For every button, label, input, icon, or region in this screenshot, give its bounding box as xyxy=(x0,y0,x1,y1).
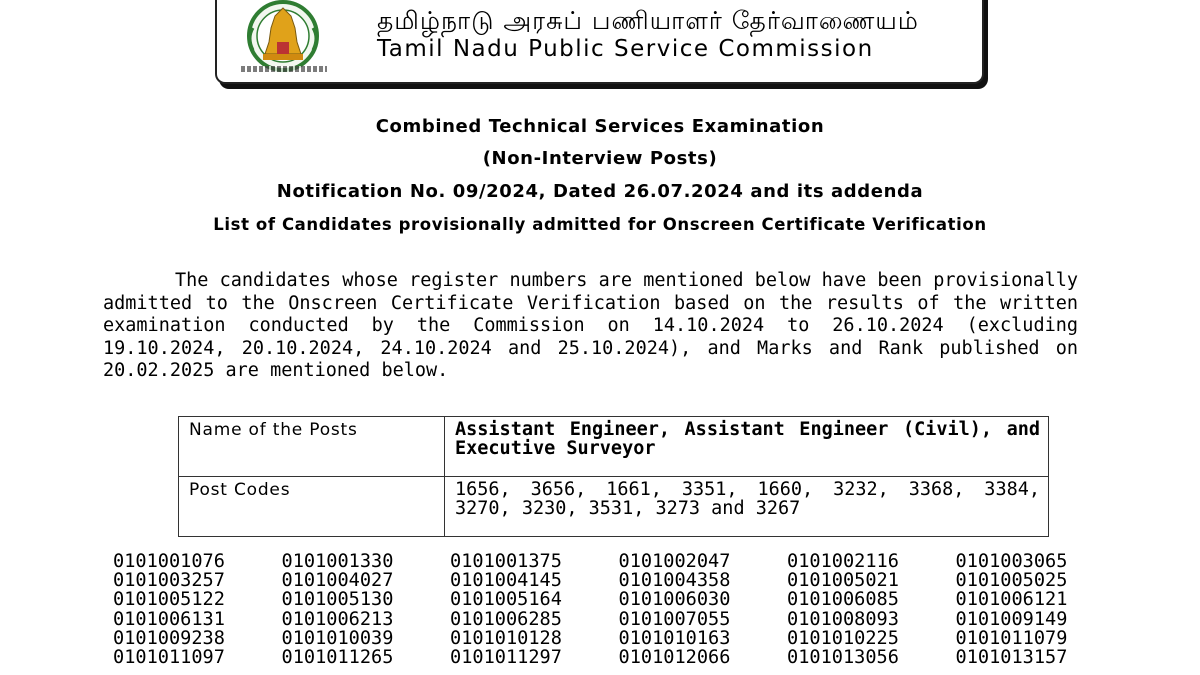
register-number: 0101006213 xyxy=(281,608,394,630)
post-codes-label: Post Codes xyxy=(179,477,445,537)
intro-paragraph: The candidates whose register numbers are mentioned below have been provisionally admitted to the Onscreen Certificate Verification based on the results of the written examination conducted by the Commission on 14.10.2024 to 26.10.2024 (excluding 19.10.2024, 20.10.2024, 24.10.2024 and 25.10.2024), and Marks and Rank published on 20.02.2025 are mentioned below. xyxy=(103,270,1078,381)
register-number: 0101006085 xyxy=(787,589,899,611)
exam-title: Combined Technical Services Examination xyxy=(375,116,825,137)
register-number: 0101004358 xyxy=(618,570,731,592)
register-number: 0101012066 xyxy=(618,647,731,669)
post-codes-value: 1656, 3656, 1661, 3351, 1660, 3232, 3368, 3384, 3270, 3230, 3531, 3273 and 3267 xyxy=(445,477,1049,537)
register-number: 0101001076 xyxy=(113,551,225,572)
register-number: 0101010225 xyxy=(787,627,899,649)
register-number: 0101007055 xyxy=(618,608,731,630)
register-number: 0101009238 xyxy=(113,627,225,649)
table-row xyxy=(179,477,1049,537)
register-number: 0101004027 xyxy=(281,570,394,592)
register-number: 0101006131 xyxy=(113,608,225,630)
register-number: 0101010039 xyxy=(281,627,394,649)
register-number: 0101005025 xyxy=(955,570,1068,592)
posts-name-label: Name of the Posts xyxy=(179,417,445,477)
table-row xyxy=(179,417,1049,477)
register-number: 0101005164 xyxy=(450,589,562,611)
register-number: 0101011097 xyxy=(113,647,225,669)
posts-type: (Non-Interview Posts) xyxy=(482,148,718,169)
register-number: 0101005130 xyxy=(281,589,394,611)
register-number: 0101004145 xyxy=(450,570,562,592)
register-number: 0101002047 xyxy=(618,551,731,572)
posts-name-value: Assistant Engineer, Assistant Engineer (Civil), and Executive Surveyor xyxy=(445,417,1049,477)
register-number: 0101001375 xyxy=(450,551,562,572)
tamil-nadu-emblem-icon xyxy=(233,0,333,76)
register-number: 0101013157 xyxy=(955,647,1068,669)
emblem-caption xyxy=(241,66,327,72)
register-number: 0101001330 xyxy=(281,551,394,572)
list-title: List of Candidates provisionally admitted for Onscreen Certificate Verification xyxy=(213,215,987,234)
register-number: 0101009149 xyxy=(955,608,1068,630)
register-number: 0101005122 xyxy=(113,589,225,611)
register-number: 0101011265 xyxy=(281,647,394,669)
register-number-grid xyxy=(113,552,1103,667)
register-number: 0101008093 xyxy=(787,608,899,630)
org-name-tamil: தமிழ்நாடு அரசுப் பணியாளர் தேர்வாணையம் xyxy=(377,6,919,35)
register-number: 0101013056 xyxy=(787,647,899,669)
posts-table xyxy=(178,416,1049,537)
register-number: 0101006121 xyxy=(955,589,1068,611)
register-number: 0101010128 xyxy=(450,627,562,649)
register-number: 0101002116 xyxy=(787,551,899,572)
register-number: 0101005021 xyxy=(787,570,899,592)
register-number: 0101006030 xyxy=(618,589,731,611)
register-number: 0101003065 xyxy=(955,551,1068,572)
register-number: 0101011297 xyxy=(450,647,562,669)
register-number: 0101006285 xyxy=(450,608,562,630)
notification-line: Notification No. 09/2024, Dated 26.07.2024 and its addenda xyxy=(276,181,924,202)
org-name-english: Tamil Nadu Public Service Commission xyxy=(377,36,874,62)
register-number: 0101010163 xyxy=(618,627,731,649)
register-number: 0101003257 xyxy=(113,570,225,592)
header-banner xyxy=(215,0,984,84)
register-number: 0101011079 xyxy=(955,627,1068,649)
